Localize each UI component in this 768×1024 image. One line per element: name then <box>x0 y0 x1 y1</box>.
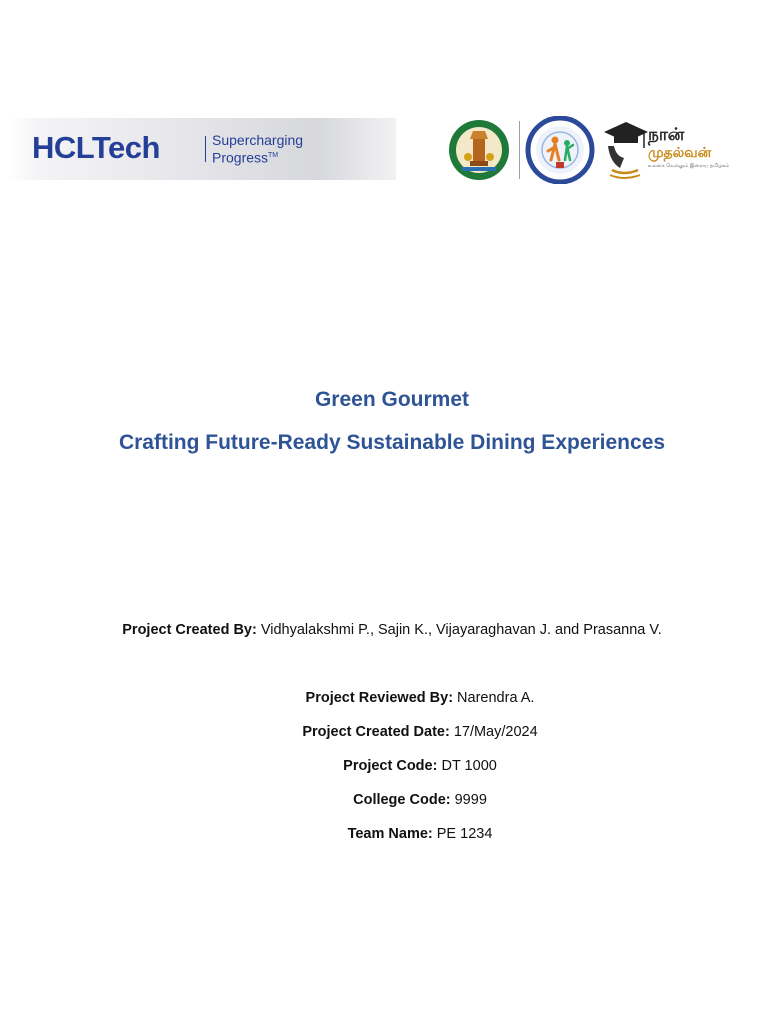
trademark-mark: TM <box>268 152 279 159</box>
project-created-by-label: Project Created By: <box>122 622 257 638</box>
skill-development-emblem-icon <box>524 116 596 184</box>
hcltech-wordmark: HCLTech <box>32 130 160 165</box>
naan-mudhalvan-tagline: உலகை வெல்லும் இளைய தமிழகம் <box>648 163 730 169</box>
college-code-label: College Code: <box>353 792 451 808</box>
project-created-date-value: 17/May/2024 <box>449 724 538 740</box>
document-title: Green Gourmet <box>314 388 470 411</box>
tamil-nadu-emblem-icon <box>444 119 514 181</box>
naan-mudhalvan-text-mudhalvan: முதல்வன் <box>648 145 712 161</box>
project-created-by <box>0 620 768 640</box>
project-code <box>28 756 768 776</box>
project-created-date-label: Project Created Date: <box>302 724 450 740</box>
project-code-value: DT 1000 <box>437 758 497 774</box>
team-name <box>28 824 768 844</box>
project-reviewed-by-label: Project Reviewed By: <box>305 690 454 706</box>
naan-mudhalvan-text-naan: நான் <box>648 125 685 145</box>
project-created-by-value: Vidhyalakshmi P., Sajin K., Vijayaraghavan J. and Prasanna V. <box>256 622 662 638</box>
hcltech-divider <box>205 136 206 162</box>
logo-divider <box>519 121 520 179</box>
team-name-value: PE 1234 <box>432 826 493 842</box>
project-reviewed-by <box>28 688 768 708</box>
graduation-cap-icon <box>602 118 648 182</box>
project-reviewed-by-value: Narendra A. <box>453 690 535 706</box>
document-subtitle: Crafting Future-Ready Sustainable Dining Experiences <box>118 431 666 454</box>
project-created-date <box>28 722 768 742</box>
project-code-label: Project Code: <box>343 758 438 774</box>
hcltech-tagline-line1: Supercharging <box>212 132 304 148</box>
college-code-value: 9999 <box>450 792 487 808</box>
hcltech-tagline-progress: Progress <box>212 149 269 166</box>
hcltech-tagline <box>212 132 303 166</box>
naan-mudhalvan-logo <box>602 118 730 182</box>
hcltech-logo-banner <box>8 118 396 180</box>
hcltech-tagline-line2 <box>212 148 303 166</box>
team-name-label: Team Name: <box>347 826 433 842</box>
college-code <box>28 790 768 810</box>
